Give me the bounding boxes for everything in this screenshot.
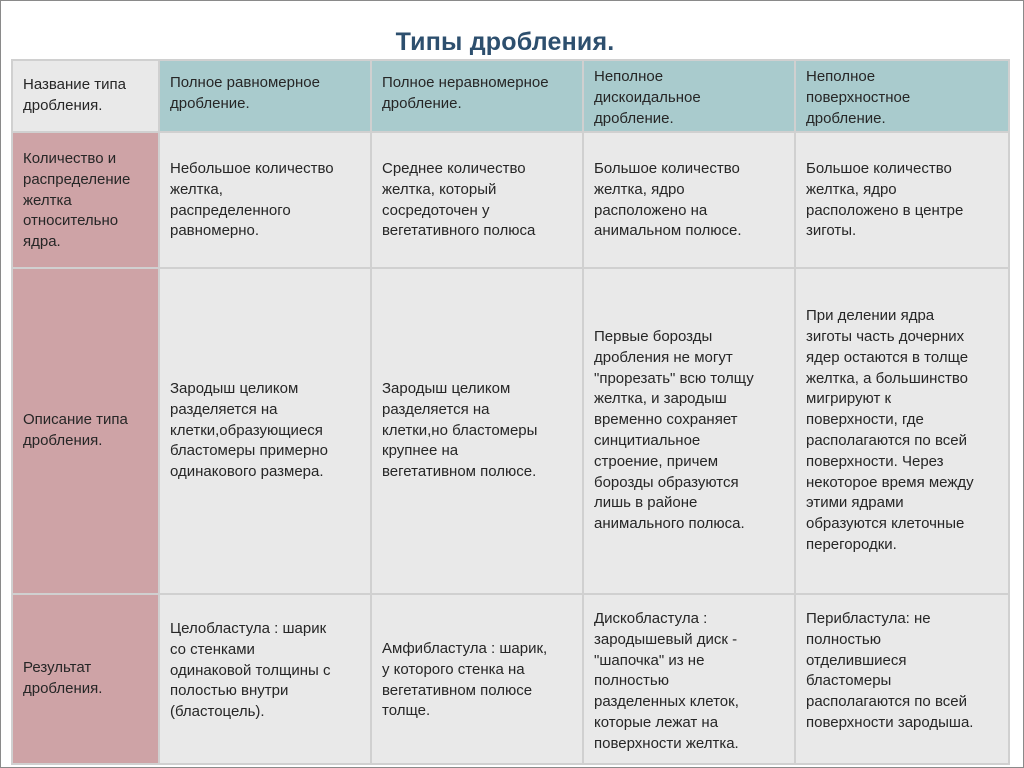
table-cell: Зародыш целиком разделяется на клетки,образующиеся бластомеры примерно одинакового размера. bbox=[159, 268, 371, 594]
header-cell: Название типа дробления. bbox=[12, 60, 159, 132]
table-cell: Большое количество желтка, ядро расположено в центре зиготы. bbox=[795, 132, 1009, 268]
row-header-cell: Описание типа дробления. bbox=[12, 268, 159, 594]
row-header-cell: Результат дробления. bbox=[12, 594, 159, 764]
table-row bbox=[12, 132, 1009, 268]
header-cell: Неполное дискоидальное дробление. bbox=[583, 60, 795, 132]
table-header-row bbox=[12, 60, 1009, 132]
table-cell: Небольшое количество желтка, распределенного равномерно. bbox=[159, 132, 371, 268]
table-cell: Среднее количество желтка, который сосредоточен у вегетативного полюса bbox=[371, 132, 583, 268]
table-cell: Целобластула : шарик со стенками одинаковой толщины с полостью внутри (бластоцель). bbox=[159, 594, 371, 764]
header-cell: Неполное поверхностное дробление. bbox=[795, 60, 1009, 132]
table-row bbox=[12, 268, 1009, 594]
slide-title: Типы дробления. bbox=[395, 28, 615, 56]
table-cell: Амфибластула : шарик, у которого стенка на вегетативном полюсе толще. bbox=[371, 594, 583, 764]
table-cell: Дискобластула : зародышевый диск - "шапочка" из не полностью разделенных клеток, которые лежат на поверхности желтка. bbox=[583, 594, 795, 764]
table-row bbox=[12, 594, 1009, 764]
table-cell: Зародыш целиком разделяется на клетки,но бластомеры крупнее на вегетативном полюсе. bbox=[371, 268, 583, 594]
row-header-cell: Количество и распределение желтка относительно ядра. bbox=[12, 132, 159, 268]
header-cell: Полное равномерное дробление. bbox=[159, 60, 371, 132]
table-cell: Большое количество желтка, ядро расположено на анимальном полюсе. bbox=[583, 132, 795, 268]
table-cell: Перибластула: не полностью отделившиеся бластомеры располагаются по всей поверхности зародыша. bbox=[795, 594, 1009, 764]
header-cell: Полное неравномерное дробление. bbox=[371, 60, 583, 132]
cleavage-types-table bbox=[11, 59, 1010, 765]
table-cell: Первые борозды дробления не могут "прорезать" всю толщу желтка, и зародыш временно сохраняет синцитиальное строение, причем борозды образуются лишь в районе анимального полюса. bbox=[583, 268, 795, 594]
table-cell: При делении ядра зиготы часть дочерних ядер остаются в толще желтка, а большинство мигрируют к поверхности, где располагаются по всей поверхности. Через некоторое время между этими ядрами образуются клеточные перегородки. bbox=[795, 268, 1009, 594]
